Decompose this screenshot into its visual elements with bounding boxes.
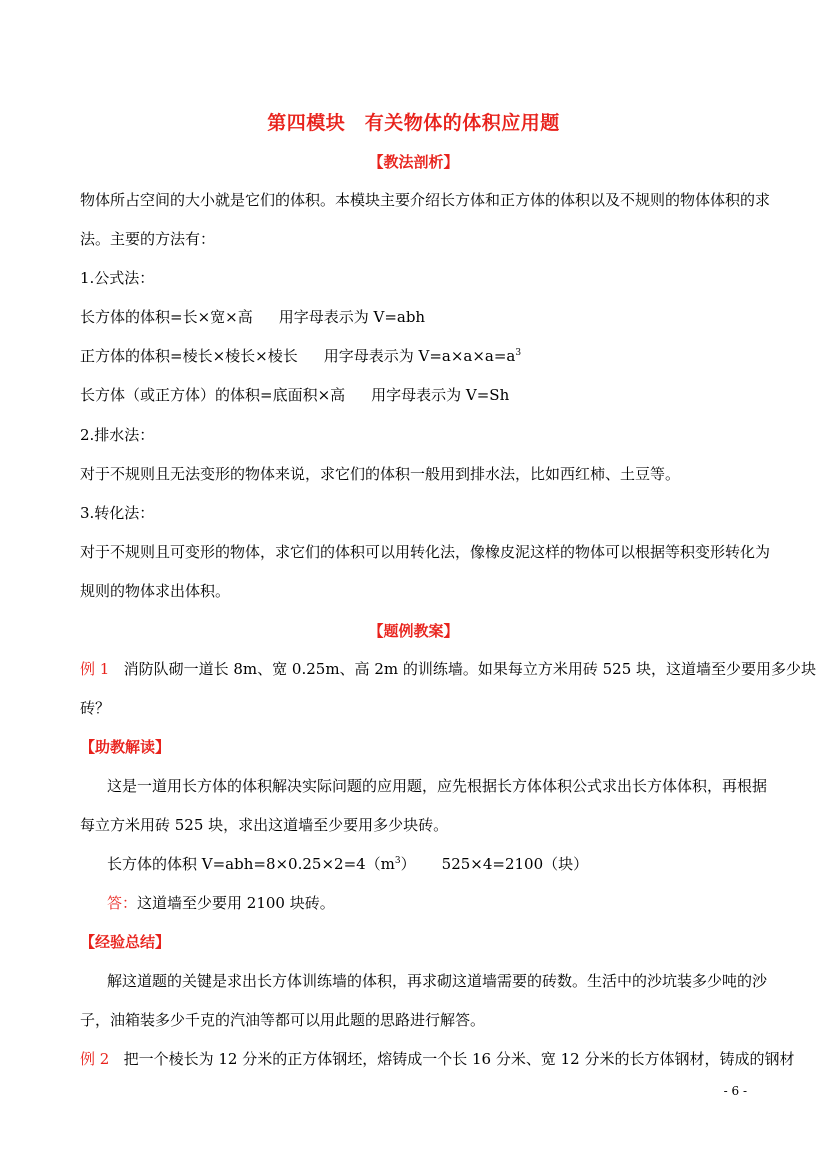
calculation-line	[107, 854, 588, 874]
example-2-label: 例 2	[80, 1050, 110, 1068]
formula-cube-text: 正方体的体积=棱长×棱长×棱长	[80, 347, 298, 365]
formula-cube	[80, 346, 521, 366]
method-3-heading: 3.转化法：	[80, 504, 155, 522]
page-title: 第四模块 有关物体的体积应用题	[267, 112, 560, 134]
method-3-body-1: 对于不规则且可变形的物体，求它们的体积可以用转化法，像橡皮泥这样的物体可以根据等积变形转化为	[80, 543, 771, 561]
help-line-1: 这是一道用长方体的体积解决实际问题的应用题，应先根据长方体体积公式求出长方体体积，再根据	[107, 777, 768, 795]
formula-base-area-text: 长方体（或正方体）的体积=底面积×高	[80, 386, 346, 404]
experience-tag: 【经验总结】	[80, 933, 171, 951]
answer-text: 这道墙至少要用 2100 块砖。	[137, 894, 335, 912]
formula-cuboid-letters: 用字母表示为 V=abh	[278, 308, 426, 326]
method-2-heading: 2.排水法：	[80, 426, 155, 444]
example-1-text: 消防队砌一道长 8m、宽 0.25m、高 2m 的训练墙。如果每立方米用砖 525 块，这道墙至少要用多少块	[123, 660, 817, 678]
example-1-line-1	[80, 659, 816, 679]
calc-volume-post: ）	[400, 855, 416, 873]
intro-line-1: 物体所占空间的大小就是它们的体积。本模块主要介绍长方体和正方体的体积以及不规则的物体体积的求	[80, 191, 771, 209]
example-1-label: 例 1	[80, 660, 110, 678]
help-tag: 【助教解读】	[80, 738, 171, 756]
experience-line-1: 解这道题的关键是求出长方体训练墙的体积，再求砌这道墙需要的砖数。生活中的沙坑装多少吨的沙	[107, 972, 768, 990]
help-line-2: 每立方米用砖 525 块，求出这道墙至少要用多少块砖。	[80, 816, 449, 834]
section-heading-method: 【教法剖析】	[368, 153, 459, 171]
calc-volume-pre: 长方体的体积 V=abh=8×0.25×2=4（m	[107, 855, 395, 873]
section-heading-examples: 【题例教案】	[368, 622, 459, 640]
method-2-body: 对于不规则且无法变形的物体来说，求它们的体积一般用到排水法，比如西红柿、土豆等。	[80, 465, 681, 483]
method-1-heading: 1.公式法：	[80, 269, 155, 287]
formula-base-area	[80, 385, 509, 405]
calc-bricks: 525×4=2100（块）	[441, 855, 589, 873]
intro-line-2: 法。主要的方法有：	[80, 230, 216, 248]
answer-label: 答：	[107, 894, 138, 912]
formula-base-area-letters: 用字母表示为 V=Sh	[371, 386, 510, 404]
formula-cuboid	[80, 307, 425, 327]
formula-cube-exponent: 3	[515, 348, 522, 358]
example-2-line-1	[80, 1049, 795, 1069]
experience-line-2: 子，油箱装多少千克的汽油等都可以用此题的思路进行解答。	[80, 1011, 486, 1029]
formula-cube-letters: 用字母表示为 V=a×a×a=a	[323, 347, 516, 365]
answer-line	[107, 893, 335, 913]
calc-volume-exponent: 3	[394, 856, 401, 866]
formula-cuboid-text: 长方体的体积=长×宽×高	[80, 308, 253, 326]
example-1-line-2: 砖？	[80, 699, 111, 717]
method-3-body-2: 规则的物体求出体积。	[80, 582, 231, 600]
example-2-text: 把一个棱长为 12 分米的正方体钢坯，熔铸成一个长 16 分米、宽 12 分米的长方体钢材，铸成的钢材	[123, 1050, 795, 1068]
page-number: - 6 -	[723, 1084, 747, 1098]
